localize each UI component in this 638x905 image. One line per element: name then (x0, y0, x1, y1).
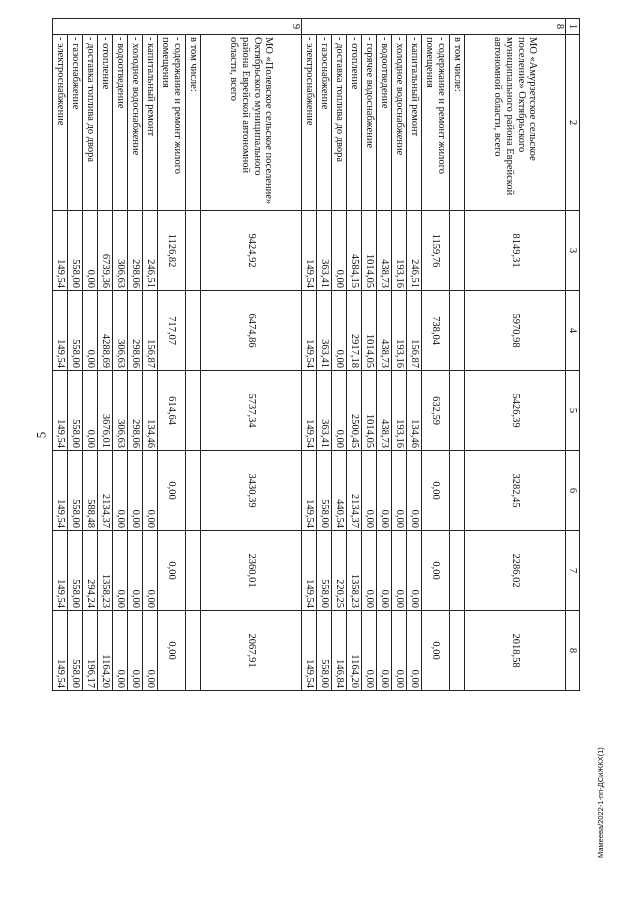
row-value: 294,24 (83, 531, 98, 611)
row-value: 0,00 (377, 451, 392, 531)
row-value: 0,00 (407, 451, 422, 531)
row-value: 363,41 (317, 371, 332, 451)
row-value: 1164,20 (347, 611, 362, 691)
section-number: 8 (302, 19, 566, 35)
section-total-row (201, 19, 302, 691)
total-value: 5737,34 (201, 371, 302, 451)
row-value: 0,00 (158, 611, 186, 691)
row-value: 1358,23 (347, 531, 362, 611)
row-value: 4288,69 (98, 291, 113, 371)
row-value: 558,00 (68, 291, 83, 371)
table-row (68, 19, 83, 691)
row-value: 0,00 (83, 291, 98, 371)
empty-cell (186, 291, 201, 371)
row-value: 0,00 (332, 371, 347, 451)
row-label: - водоотведение (377, 35, 392, 211)
row-value: 0,00 (377, 531, 392, 611)
row-value: 632,59 (422, 371, 450, 451)
row-value: 156,87 (407, 291, 422, 371)
row-label: - доставка топлива до двора (83, 35, 98, 211)
row-value: 156,87 (143, 291, 158, 371)
including-label: в том числе: (186, 35, 201, 211)
row-value: 438,73 (377, 291, 392, 371)
page-number: 5 (33, 431, 49, 439)
row-value: 558,00 (68, 451, 83, 531)
row-value: 0,00 (422, 451, 450, 531)
row-value: 558,00 (68, 371, 83, 451)
including-row (186, 19, 201, 691)
row-value: 298,06 (128, 211, 143, 291)
column-number-2: 2 (566, 35, 580, 211)
row-label: - капитальный ремонт (143, 35, 158, 211)
row-value: 149,54 (302, 531, 317, 611)
table-row (332, 19, 347, 691)
empty-cell (450, 211, 465, 291)
empty-cell (186, 531, 201, 611)
empty-cell (186, 611, 201, 691)
row-value: 0,00 (392, 531, 407, 611)
row-label: - доставка топлива до двора (332, 35, 347, 211)
table-row (98, 19, 113, 691)
row-value: 134,46 (143, 371, 158, 451)
column-number-7: 7 (566, 531, 580, 611)
row-value: 1159,76 (422, 211, 450, 291)
data-table (52, 18, 580, 691)
row-value: 149,54 (302, 451, 317, 531)
row-value: 149,54 (302, 611, 317, 691)
column-number-1: 1 (566, 19, 580, 35)
row-value: 298,06 (128, 371, 143, 451)
total-value: 5426,39 (465, 371, 566, 451)
row-value: 558,00 (68, 531, 83, 611)
section-number: 9 (53, 19, 302, 35)
total-value: 3282,45 (465, 451, 566, 531)
row-label: - холодное водоснабжение (128, 35, 143, 211)
row-value: 0,00 (422, 531, 450, 611)
row-value: 298,06 (128, 291, 143, 371)
total-value: 2360,01 (201, 531, 302, 611)
total-value: 2018,58 (465, 611, 566, 691)
total-value: 6474,86 (201, 291, 302, 371)
total-value: 3430,39 (201, 451, 302, 531)
row-value: 149,54 (53, 211, 68, 291)
total-value: 9424,92 (201, 211, 302, 291)
footer-text: Мамеева/2022-1-пп-ДСиЖКХ(1) (596, 747, 605, 858)
row-value: 146,84 (332, 611, 347, 691)
row-value: 193,16 (392, 291, 407, 371)
row-value: 246,51 (407, 211, 422, 291)
column-number-3: 3 (566, 211, 580, 291)
row-value: 0,00 (362, 611, 377, 691)
row-label: - газоснабжение (68, 35, 83, 211)
row-label: - содержание и ремонт жилого помещения (158, 35, 186, 211)
row-value: 363,41 (317, 211, 332, 291)
section-title: МО «Полевское сельское поселение» Октябрьского муниципального района Еврейской автономной области, всего (201, 35, 302, 211)
row-value: 2917,18 (347, 291, 362, 371)
column-number-8: 8 (566, 611, 580, 691)
section-total-row (465, 19, 566, 691)
row-value: 558,00 (317, 451, 332, 531)
row-value: 1126,82 (158, 211, 186, 291)
row-value: 0,00 (362, 451, 377, 531)
row-value: 0,00 (143, 531, 158, 611)
table-row (377, 19, 392, 691)
column-number-4: 4 (566, 291, 580, 371)
row-label: - капитальный ремонт (407, 35, 422, 211)
table-row (113, 19, 128, 691)
row-value: 0,00 (83, 371, 98, 451)
including-row (450, 19, 465, 691)
table-row (422, 19, 450, 691)
empty-cell (186, 211, 201, 291)
row-value: 0,00 (143, 611, 158, 691)
row-value: 193,16 (392, 371, 407, 451)
row-value: 3676,01 (98, 371, 113, 451)
row-value: 438,73 (377, 211, 392, 291)
row-value: 0,00 (128, 451, 143, 531)
row-value: 1014,05 (362, 291, 377, 371)
row-value: 0,00 (128, 611, 143, 691)
row-value: 149,54 (53, 611, 68, 691)
row-label: - электроснабжение (53, 35, 68, 211)
column-number-6: 6 (566, 451, 580, 531)
row-value: 4584,15 (347, 211, 362, 291)
row-value: 0,00 (362, 531, 377, 611)
total-value: 2067,91 (201, 611, 302, 691)
row-value: 440,54 (332, 451, 347, 531)
row-value: 0,00 (158, 531, 186, 611)
empty-cell (186, 371, 201, 451)
row-value: 134,46 (407, 371, 422, 451)
empty-cell (450, 291, 465, 371)
row-value: 0,00 (392, 611, 407, 691)
row-value: 558,00 (317, 611, 332, 691)
row-value: 0,00 (332, 211, 347, 291)
row-value: 196,17 (83, 611, 98, 691)
table-row (128, 19, 143, 691)
row-value: 306,63 (113, 291, 128, 371)
table-header-row (566, 19, 580, 691)
row-value: 306,63 (113, 211, 128, 291)
row-value: 0,00 (158, 451, 186, 531)
row-value: 558,00 (68, 211, 83, 291)
row-label: - содержание и ремонт жилого помещения (422, 35, 450, 211)
row-value: 6739,36 (98, 211, 113, 291)
row-value: 738,04 (422, 291, 450, 371)
row-label: - горячее водоснабжение (362, 35, 377, 211)
total-value: 8149,31 (465, 211, 566, 291)
row-value: 1164,20 (98, 611, 113, 691)
row-value: 193,16 (392, 211, 407, 291)
table-row (392, 19, 407, 691)
row-value: 149,54 (53, 371, 68, 451)
row-label: - холодное водоснабжение (392, 35, 407, 211)
empty-cell (450, 531, 465, 611)
row-value: 0,00 (407, 611, 422, 691)
table-row (362, 19, 377, 691)
column-number-5: 5 (566, 371, 580, 451)
table-rotator (54, 18, 580, 690)
row-value: 0,00 (422, 611, 450, 691)
row-value: 149,54 (302, 291, 317, 371)
row-label: - электроснабжение (302, 35, 317, 211)
empty-cell (450, 451, 465, 531)
row-value: 0,00 (128, 531, 143, 611)
table-row (302, 19, 317, 691)
row-value: 149,54 (53, 451, 68, 531)
row-label: - отопление (347, 35, 362, 211)
row-value: 0,00 (113, 531, 128, 611)
row-value: 306,63 (113, 371, 128, 451)
row-value: 0,00 (392, 451, 407, 531)
row-label: - отопление (98, 35, 113, 211)
row-value: 0,00 (143, 451, 158, 531)
table-row (158, 19, 186, 691)
row-value: 1014,05 (362, 211, 377, 291)
row-value: 220,25 (332, 531, 347, 611)
row-value: 149,54 (53, 531, 68, 611)
row-value: 149,54 (53, 291, 68, 371)
row-value: 2500,45 (347, 371, 362, 451)
empty-cell (450, 371, 465, 451)
including-label: в том числе: (450, 35, 465, 211)
total-value: 5970,98 (465, 291, 566, 371)
row-value: 558,00 (68, 611, 83, 691)
row-value: 0,00 (407, 531, 422, 611)
empty-cell (186, 451, 201, 531)
row-value: 149,54 (302, 371, 317, 451)
row-label: - водоотведение (113, 35, 128, 211)
total-value: 2286,02 (465, 531, 566, 611)
row-value: 438,73 (377, 371, 392, 451)
row-value: 1358,23 (98, 531, 113, 611)
empty-cell (450, 611, 465, 691)
row-value: 363,41 (317, 291, 332, 371)
row-value: 717,07 (158, 291, 186, 371)
row-value: 2134,37 (98, 451, 113, 531)
table-row (317, 19, 332, 691)
row-value: 0,00 (377, 611, 392, 691)
table-row (143, 19, 158, 691)
row-value: 588,48 (83, 451, 98, 531)
table-row (407, 19, 422, 691)
row-value: 2134,37 (347, 451, 362, 531)
row-value: 0,00 (113, 611, 128, 691)
row-value: 1014,05 (362, 371, 377, 451)
section-title: МО «Амурзетское сельское поселение» Октябрьского муниципального района Еврейской автономной области, всего (465, 35, 566, 211)
row-value: 558,00 (317, 531, 332, 611)
table-row (83, 19, 98, 691)
table-row (347, 19, 362, 691)
table-row (53, 19, 68, 691)
row-value: 0,00 (113, 451, 128, 531)
row-value: 614,64 (158, 371, 186, 451)
row-value: 149,54 (302, 211, 317, 291)
row-value: 246,51 (143, 211, 158, 291)
row-value: 0,00 (332, 291, 347, 371)
row-label: - газоснабжение (317, 35, 332, 211)
row-value: 0,00 (83, 211, 98, 291)
